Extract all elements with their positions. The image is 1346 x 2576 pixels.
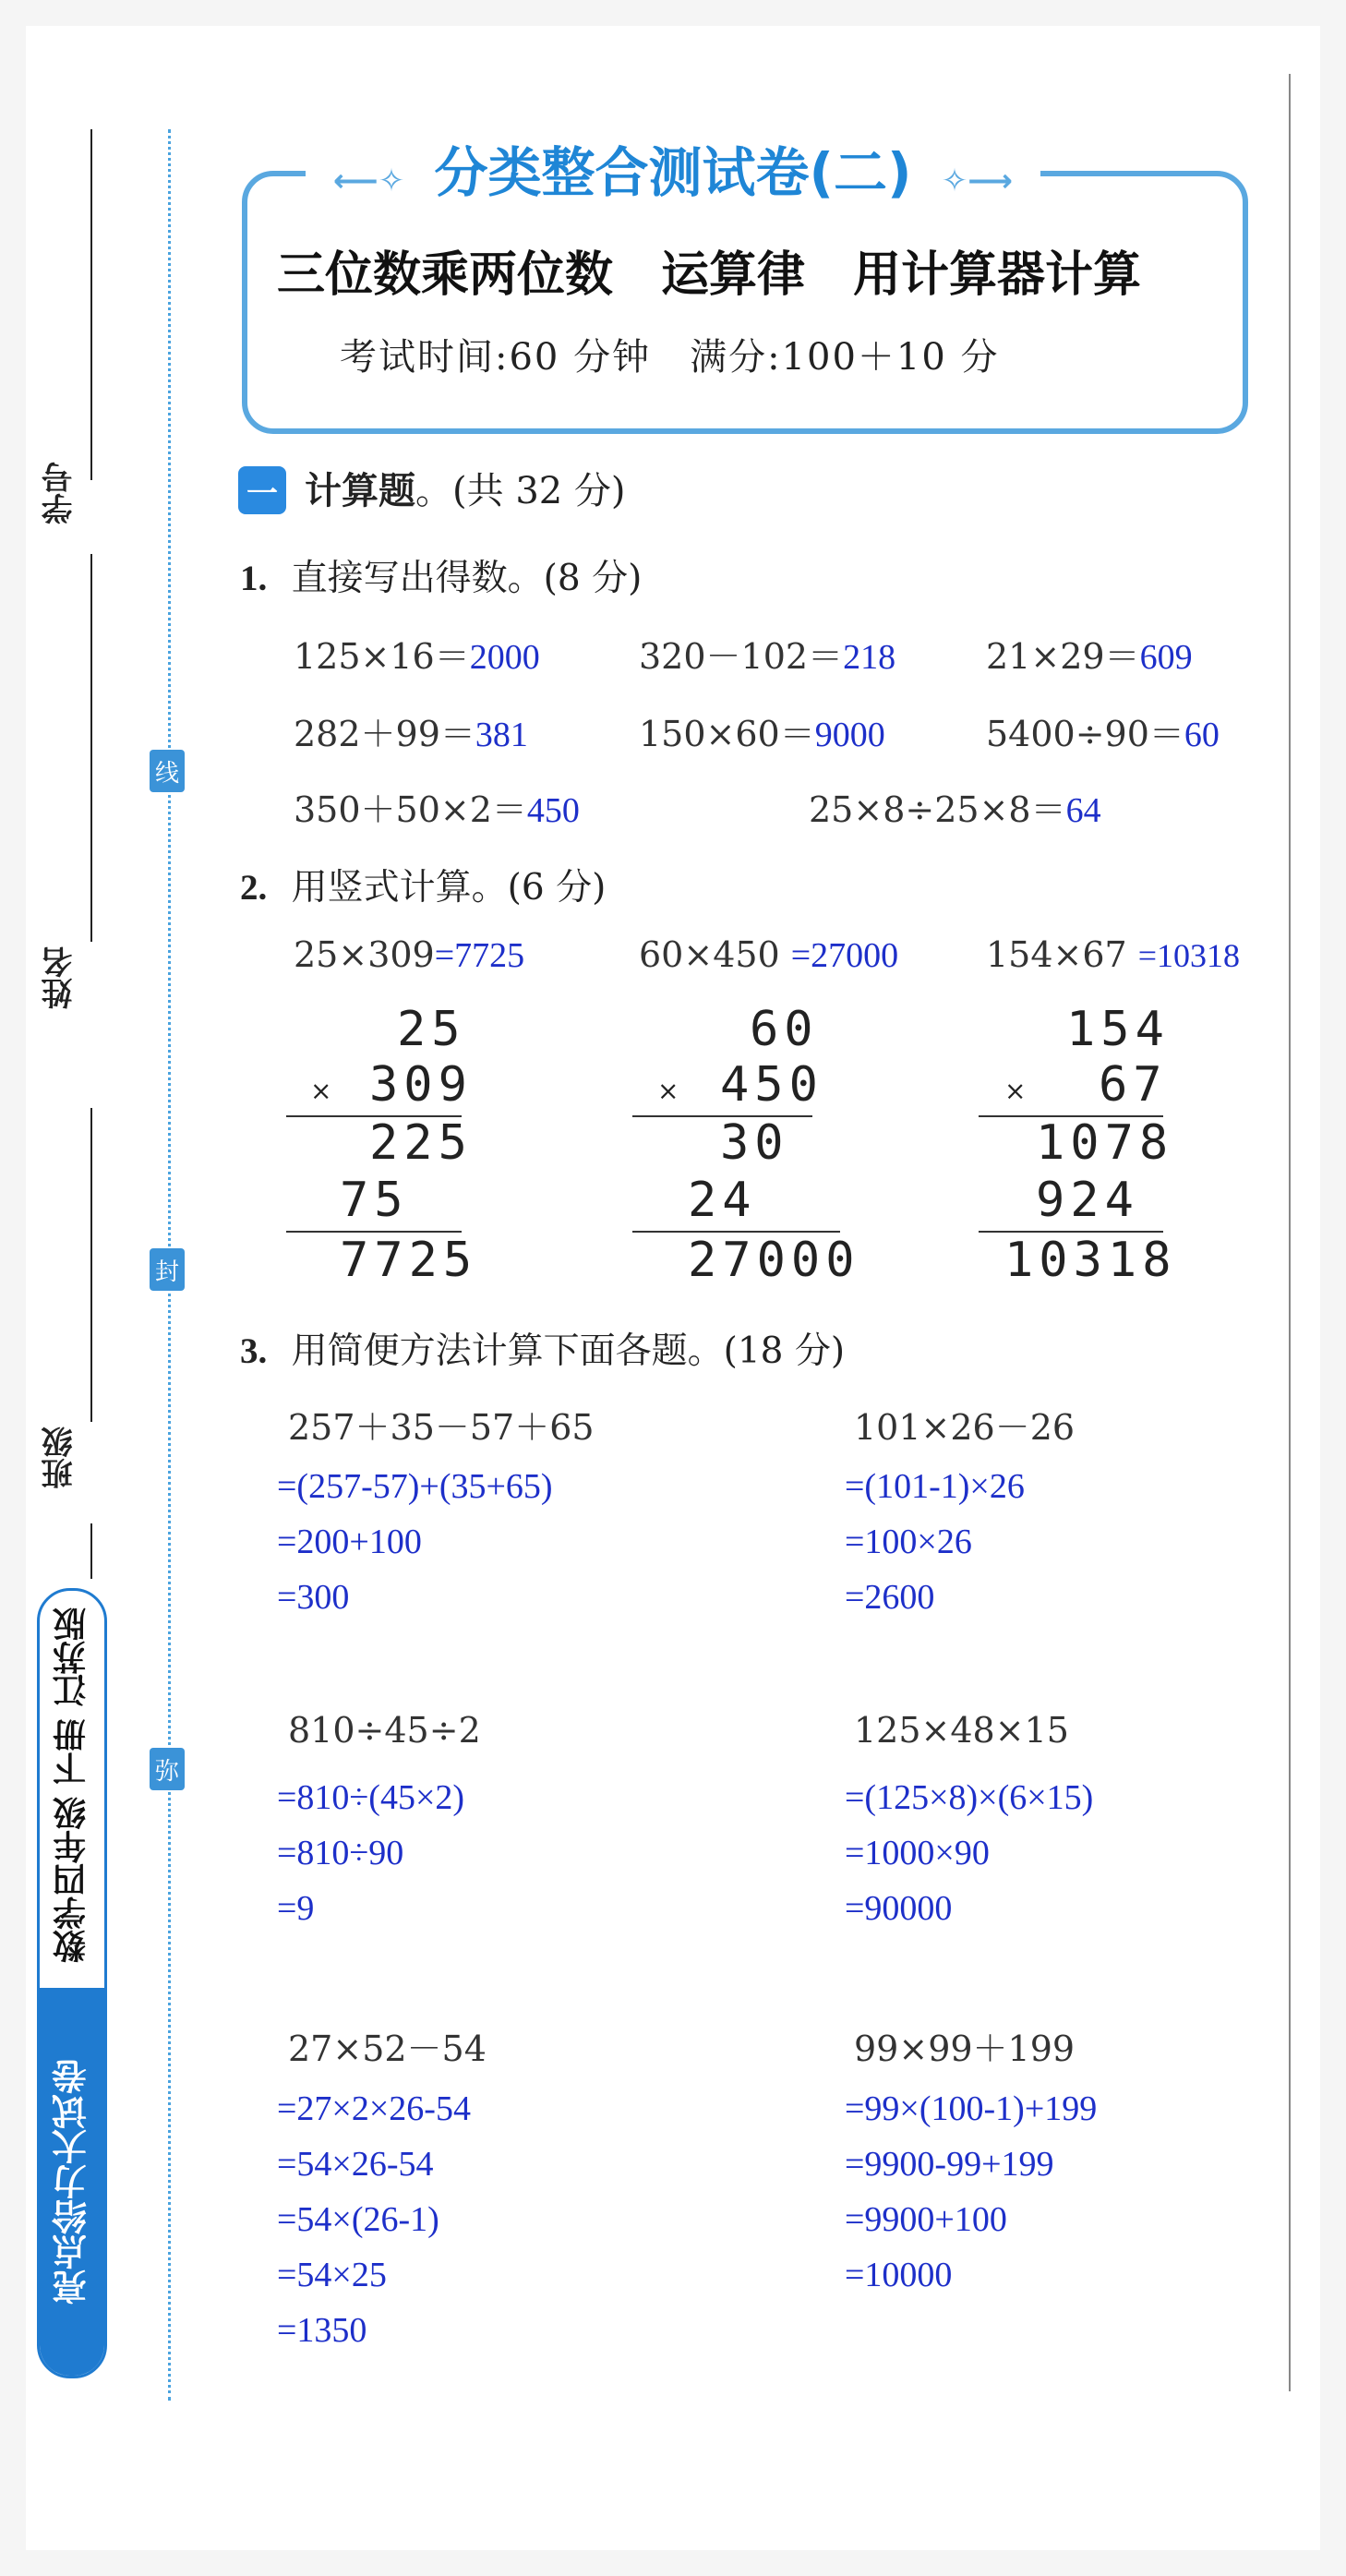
q1-expr: 21×29＝ [986, 636, 1140, 677]
q1-expr: 5400÷90＝ [986, 714, 1184, 754]
q3-step: =810÷(45×2) [277, 1778, 465, 1817]
vc1-sign: × [310, 1076, 332, 1106]
seal-line-mark: 线 [150, 750, 185, 792]
title-text: 分类整合测试卷(二) [423, 141, 922, 204]
name-line-upper [90, 554, 92, 942]
q3-step: =9900-99+199 [845, 2145, 1054, 2184]
q3-step: =(257-57)+(35+65) [277, 1467, 553, 1506]
q2-answer: =10318 [1137, 937, 1241, 974]
q1-item [639, 628, 895, 679]
q3-step: =90000 [845, 1889, 953, 1928]
q1-item [639, 705, 885, 756]
q3-step: =(125×8)×(6×15) [845, 1778, 1094, 1817]
q3-step: =300 [277, 1578, 350, 1617]
q3-expr: 27×52－54 [288, 2028, 487, 2069]
q3-expr: 125×48×15 [854, 1710, 1069, 1751]
brand-grade-text: 数学四年级 下册 江苏版 [53, 1607, 91, 1963]
q3-step: =9900+100 [845, 2200, 1007, 2239]
question-3-prompt: 用简便方法计算下面各题。(18 分) [291, 1330, 846, 1372]
vc1-partial-2: 75 [340, 1173, 409, 1228]
page-title [0, 129, 1346, 207]
question-2-number: 2. [240, 868, 268, 908]
question-2-heading [240, 859, 606, 910]
name-line-lower [90, 1108, 92, 1422]
vc3-result: 10318 [1004, 1233, 1177, 1288]
student-id-label: 学号 [42, 462, 78, 524]
q1-item [986, 628, 1193, 679]
q2-problem-3-expr [986, 934, 1240, 975]
section-title: 计算题 [305, 470, 415, 512]
section-heading [305, 462, 626, 514]
q1-item [294, 628, 540, 679]
q2-problem-2-expr [639, 934, 898, 976]
q1-expr: 150×60＝ [639, 714, 815, 754]
q3-step: =9 [277, 1889, 315, 1928]
vc2-result: 27000 [688, 1233, 860, 1288]
vc2-partial-1: 30 [720, 1115, 789, 1171]
question-3-number: 3. [240, 1331, 268, 1371]
right-margin-rule [1289, 74, 1291, 2391]
q1-expr: 320－102＝ [639, 636, 844, 677]
q1-answer: 9000 [814, 716, 885, 754]
vc1-multiplier: 309 [369, 1057, 473, 1113]
right-ornament-icon: ✧⟶ [941, 163, 1013, 199]
q1-answer: 60 [1184, 716, 1220, 754]
q1-item [986, 705, 1220, 756]
vc3-top: 154 [1066, 1002, 1170, 1057]
q1-answer: 609 [1139, 638, 1193, 677]
q3-step: =10000 [845, 2256, 953, 2294]
vc2-multiplier: 450 [720, 1057, 823, 1113]
question-1-number: 1. [240, 559, 268, 598]
vc3-sign: × [1004, 1076, 1027, 1106]
q3-expr: 257＋35－57＋65 [288, 1407, 595, 1448]
vc2-partial-2: 24 [688, 1173, 757, 1228]
q3-step: =27×2×26-54 [277, 2089, 471, 2128]
question-2-prompt: 用竖式计算。(6 分) [291, 867, 607, 909]
q3-step: =200+100 [277, 1523, 422, 1561]
brand-series-text: 亮点给力大试卷 [40, 1988, 104, 2376]
q3-step: =99×(100-1)+199 [845, 2089, 1098, 2128]
seal-mi-mark: 弥 [150, 1748, 185, 1790]
q1-answer: 64 [1065, 791, 1101, 830]
q1-answer: 450 [526, 791, 580, 830]
section-number-badge: 一 [238, 466, 286, 514]
q3-step: =54×26-54 [277, 2145, 434, 2184]
q3-step: =54×25 [277, 2256, 387, 2294]
q2-expr: 60×450 [639, 934, 780, 975]
q1-expr: 125×16＝ [294, 636, 470, 677]
vc1-result: 7725 [340, 1233, 478, 1288]
class-label: 班级 [42, 1426, 78, 1489]
vc3-partial-1: 1078 [1036, 1115, 1174, 1171]
left-ornament-icon: ⟵✧ [333, 163, 405, 199]
q3-expr: 810÷45÷2 [288, 1710, 481, 1751]
vc1-top: 25 [397, 1002, 466, 1057]
q2-problem-1-expr [294, 934, 524, 976]
q2-expr: 154×67 [986, 934, 1127, 975]
vc3-multiplier: 67 [1099, 1057, 1168, 1113]
q3-step: =100×26 [845, 1523, 972, 1561]
q1-answer: 2000 [469, 638, 540, 677]
class-line [90, 1523, 92, 1579]
q1-item [809, 781, 1101, 832]
vc2-sign: × [657, 1076, 679, 1106]
question-3-heading [240, 1322, 845, 1374]
q1-expr: 350＋50×2＝ [294, 789, 527, 830]
q1-answer: 218 [843, 638, 896, 677]
topic-subtitle: 三位数乘两位数 运算律 用计算器计算 [277, 247, 1142, 303]
brand-badge [37, 1588, 107, 2378]
q3-step: =(101-1)×26 [845, 1467, 1025, 1506]
section-score: 。(共 32 分) [415, 470, 626, 512]
q3-step: =1000×90 [845, 1834, 990, 1872]
q3-expr: 101×26－26 [854, 1407, 1076, 1448]
vc2-top: 60 [750, 1002, 819, 1057]
q1-item [294, 705, 528, 756]
q3-expr: 99×99＋199 [854, 2028, 1076, 2069]
vc1-partial-1: 225 [369, 1115, 473, 1171]
exam-info: 考试时间:60 分钟 满分:100＋10 分 [340, 336, 1000, 379]
q3-step: =54×(26-1) [277, 2200, 439, 2239]
q2-answer: =7725 [434, 936, 525, 975]
q3-step: =1350 [277, 2311, 367, 2350]
q3-step: =810÷90 [277, 1834, 404, 1872]
vc3-partial-2: 924 [1036, 1173, 1139, 1228]
q2-expr: 25×309 [294, 934, 435, 975]
name-label: 姓名 [42, 946, 78, 1009]
q1-answer: 381 [475, 716, 528, 754]
question-1-heading [240, 549, 642, 601]
q1-expr: 282＋99＝ [294, 714, 475, 754]
q1-item [294, 781, 580, 832]
question-1-prompt: 直接写出得数。(8 分) [291, 558, 643, 599]
q1-expr: 25×8÷25×8＝ [809, 789, 1066, 830]
q3-step: =2600 [845, 1578, 935, 1617]
q2-answer: =27000 [790, 936, 899, 975]
seal-seal-mark: 封 [150, 1248, 185, 1291]
